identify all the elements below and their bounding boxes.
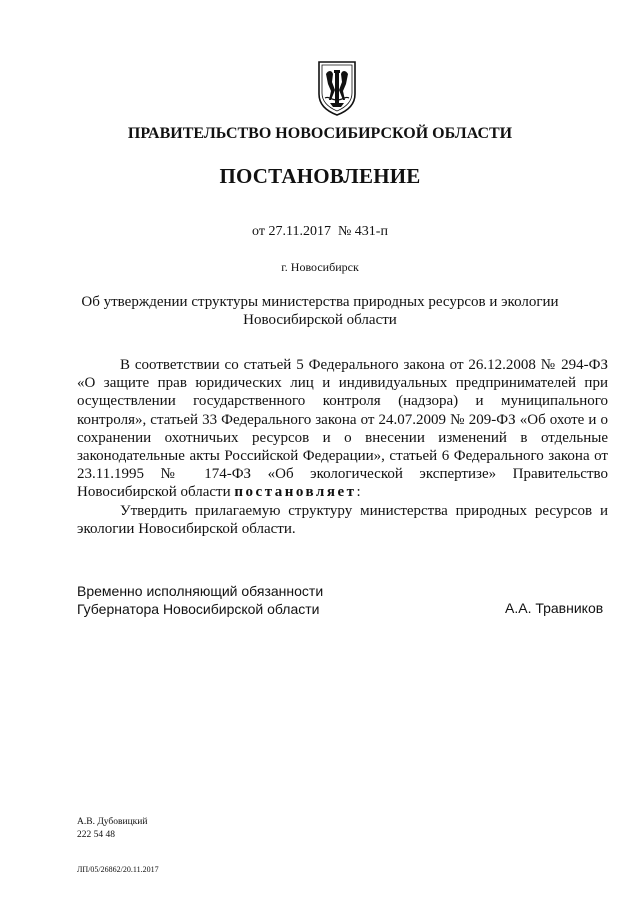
document-code: ЛП/05/26862/20.11.2017: [77, 865, 159, 874]
document-date: 27.11.2017: [268, 224, 331, 239]
date-prefix: от: [252, 224, 265, 239]
date-number-line: [0, 224, 640, 240]
paragraph-2: Утвердить прилагаемую структуру министерства природных ресурсов и экологии Новосибирской области.: [77, 502, 608, 537]
signatory-name: А.А. Травников: [505, 600, 604, 616]
city: г. Новосибирск: [281, 260, 359, 274]
document-type: ПОСТАНОВЛЕНИЕ: [219, 164, 421, 188]
paragraph-1-end: :: [356, 484, 361, 501]
position-line-1: Временно исполняющий обязанности: [77, 583, 324, 599]
signatory-position: [77, 582, 323, 618]
paragraph-1: [77, 356, 608, 502]
subject-line-2: Новосибирской области: [243, 312, 397, 328]
subject-line-1: Об утверждении структуры министерства природных ресурсов и экологии: [81, 294, 559, 310]
paragraph-1-text: В соответствии со статьей 5 Федерального закона от 26.12.2008 № 294-ФЗ «О защите прав юридических лиц и индивидуальных предпринимателей при осуществлении государственного контроля (надзора) и муниципального контроля», статьей 33 Федерального закона от 24.07.2009 № 209-ФЗ «Об охоте и о сохранении охотничьих ресурсов и о внесении изменений в отдельные законодательные акты Российской Федерации», статьей 6 Федерального закона от 23.11.1995 № 174-ФЗ «Об экологической экспертизе» Правительство Новосибирской области: [77, 357, 608, 501]
resolve-keyword: постановляет: [234, 484, 357, 501]
document-number: № 431-п: [337, 224, 388, 239]
executor-phone: 222 54 48: [77, 830, 115, 840]
coat-of-arms-icon: [317, 60, 357, 116]
document-body: [77, 356, 608, 538]
executor-name: А.В. Дубовицкий: [77, 817, 148, 827]
government-title: ПРАВИТЕЛЬСТВО НОВОСИБИРСКОЙ ОБЛАСТИ: [127, 125, 513, 142]
executor-info: [77, 816, 147, 842]
position-line-2: Губернатора Новосибирской области: [77, 601, 320, 617]
document-subject: [0, 293, 640, 329]
